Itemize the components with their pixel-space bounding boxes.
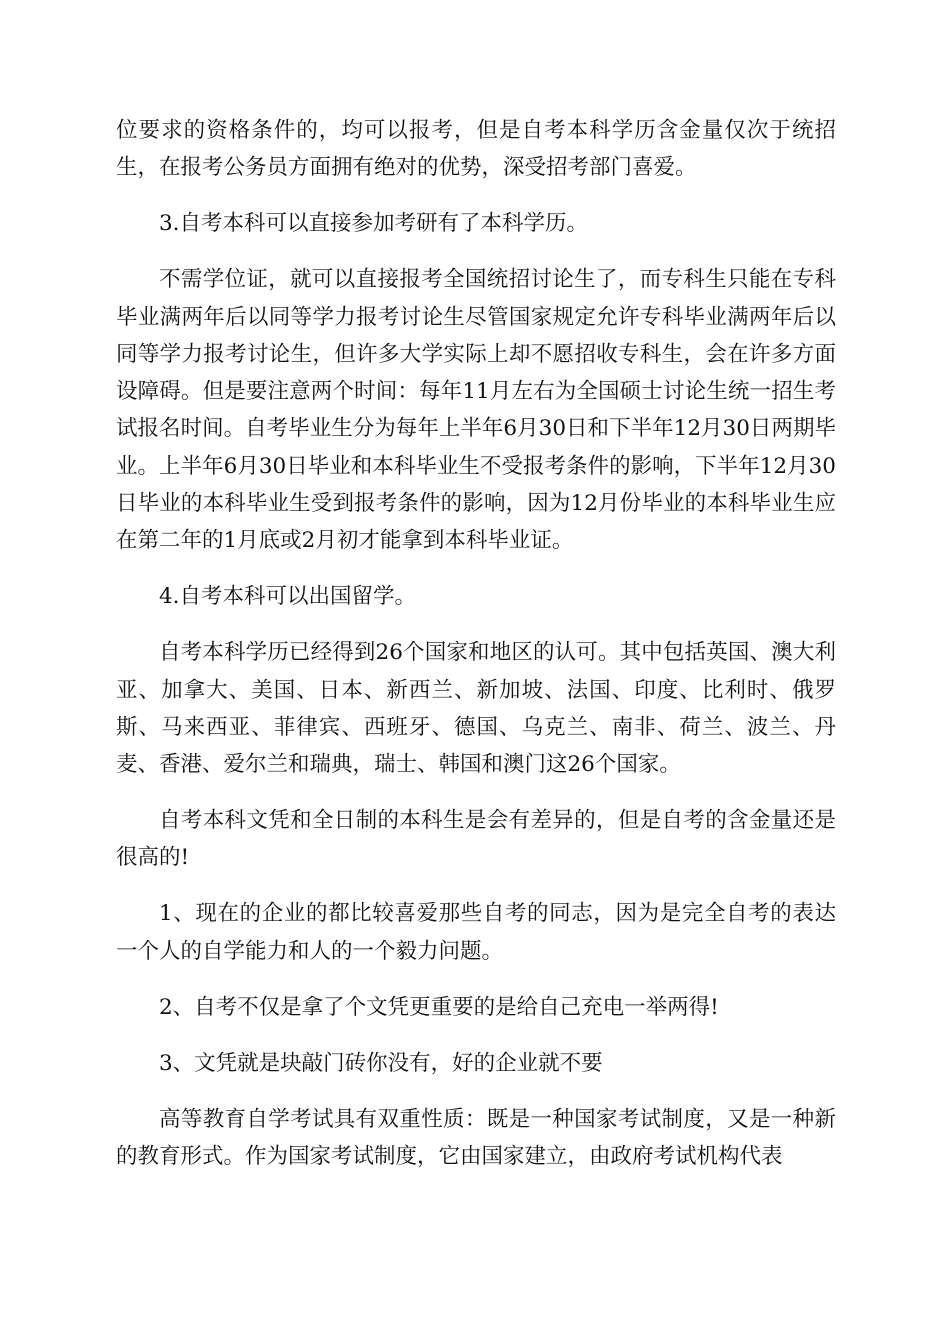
paragraph-graduate-exam: 不需学位证，就可以直接报考全国统招讨论生了，而专科生只能在专科毕业满两年后以同等学力报考讨论生尽管国家规定允许专科毕业满两年后以同等学力报考讨论生，但许多大学实际上却不愿招收专科生，会在许多方面设障碍。但是要注意两个时间：每年11月左右为全国硕士讨论生统一招生考试报名时间。自考毕业生分为每年上半年6月30日和下半年12月30日两期毕业。上半年6月30日毕业和本科毕业生不受报考条件的影响，下半年12月30日毕业的本科毕业生受到报考条件的影响，因为12月份毕业的本科毕业生应在第二年的1月底或2月初才能拿到本科毕业证。 [116, 267, 836, 554]
paragraph-continued: 位要求的资格条件的，均可以报考，但是自考本科学历含金量仅次于统招生，在报考公务员方面拥有绝对的优势，深受招考部门喜爱。 [116, 118, 836, 181]
paragraph-exam-nature: 高等教育自学考试具有双重性质：既是一种国家考试制度，又是一种新的教育形式。作为国家考试制度，它由国家建立，由政府考试机构代表 [116, 1106, 836, 1170]
list-item-2: 2、自考不仅是拿了个文凭更重要的是给自己充电一举两得! [159, 994, 719, 1020]
section-heading-4: 4.自考本科可以出国留学。 [159, 584, 417, 610]
paragraph-value: 自考本科文凭和全日制的本科生是会有差异的，但是自考的含金量还是很高的! [116, 808, 836, 871]
document-body [116, 112, 836, 1194]
paragraph-recognition: 自考本科学历已经得到26个国家和地区的认可。其中包括英国、澳大利亚、加拿大、美国、日本、新西兰、新加坡、法国、印度、比利时、俄罗斯、马来西亚、菲律宾、西班牙、德国、乌克兰、南非、荷兰、波兰、丹麦、香港、爱尔兰和瑞典，瑞士、韩国和澳门这26个国家。 [116, 640, 836, 778]
list-item-3: 3、文凭就是块敲门砖你没有，好的企业就不要 [159, 1050, 603, 1076]
section-heading-3: 3.自考本科可以直接参加考研有了本科学历。 [159, 211, 589, 237]
list-item-1: 1、现在的企业的都比较喜爱那些自考的同志，因为是完全自考的表达一个人的自学能力和人的一个毅力问题。 [116, 901, 836, 964]
